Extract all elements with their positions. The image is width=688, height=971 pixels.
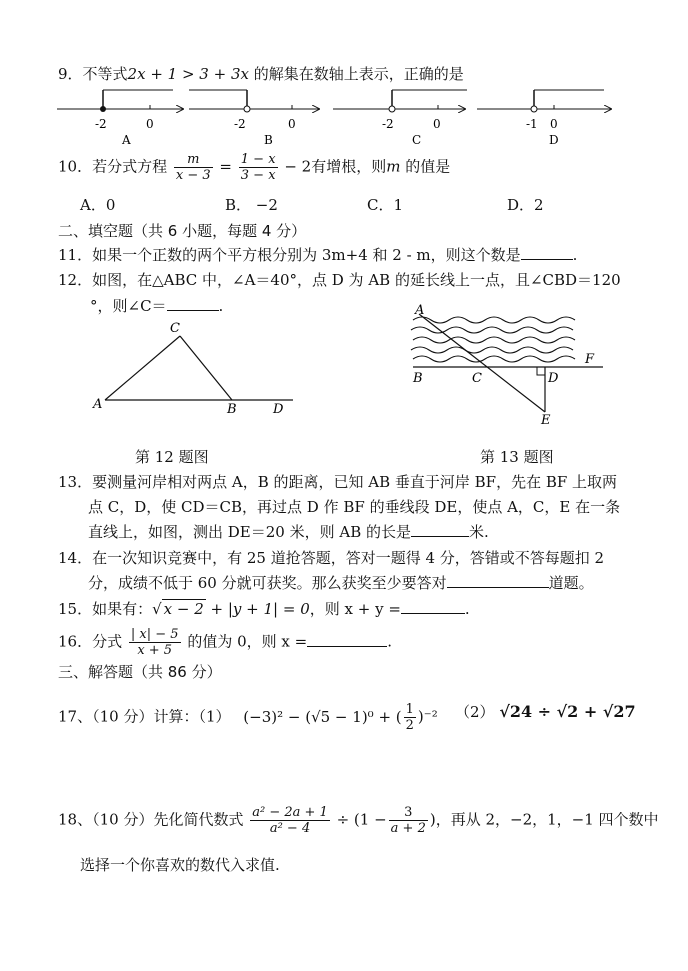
q9-stem <box>58 64 464 84</box>
q14-line1: 14．在一次知识竞赛中，有 25 道抢答题，答对一题得 4 分，答错或不答每题扣 2 <box>58 549 605 567</box>
q15-sqrt-inner: x − 2 <box>163 600 204 618</box>
q18-inner-num: 3 <box>389 805 428 821</box>
q14-line2-text: 分，成绩不低于 60 分就可获奖。那么获奖至少要答对 <box>88 574 447 592</box>
q16-mid: 的值为 0，则 x = <box>187 632 308 651</box>
q14-tail: 道题。 <box>548 574 594 592</box>
q13-tail: 米. <box>469 523 489 541</box>
q10-suffix: 有增根，则 <box>311 157 387 176</box>
q11-blank <box>521 245 573 260</box>
fig12-label-c: C <box>170 321 180 336</box>
q16-num: | x| − 5 <box>130 627 179 642</box>
q10-choice-c: C．1 <box>367 196 404 214</box>
q12-line2-text: °，则∠C＝ <box>90 297 167 315</box>
q9-d-tick1: -1 <box>526 117 538 131</box>
q18-mid: ÷ (1 − <box>336 810 387 829</box>
q9-number-lines <box>55 84 615 146</box>
q9-prefix: 9．不等式 <box>58 65 128 83</box>
q9-a-letter: A <box>122 133 131 146</box>
q17-frac-den: 2 <box>405 718 414 733</box>
q11 <box>58 245 577 265</box>
q17-expr2: √24 ÷ √2 + √27 <box>499 702 636 721</box>
q18-main-fraction <box>250 805 330 836</box>
q15-prefix: 15．如果有： <box>58 600 153 618</box>
q9-c-tick1: -2 <box>382 117 394 131</box>
q9-a-tick2: 0 <box>146 117 154 131</box>
q12-blank <box>167 296 219 311</box>
q15-tail: . <box>464 600 470 618</box>
q18-inner-den: a + 2 <box>390 821 426 836</box>
fig13-label-e: E <box>541 413 551 427</box>
q10-lhs-fraction <box>174 152 213 183</box>
figure-12 <box>88 318 308 418</box>
q18-line2: 选择一个你喜欢的数代入求值. <box>80 856 280 874</box>
q18-suffix: )，再从 2，−2，1，−1 四个数中 <box>429 810 659 829</box>
q17-label2: （2） <box>455 703 495 721</box>
fig13-label-c: C <box>472 371 482 386</box>
fig13-caption: 第 13 题图 <box>480 448 554 466</box>
q10-var: m <box>386 157 401 176</box>
q13-line3 <box>88 522 489 542</box>
q16-prefix: 16．分式 <box>58 632 123 651</box>
q17 <box>58 702 438 733</box>
q16-blank <box>307 632 387 647</box>
fig12-label-b: B <box>227 402 237 417</box>
q9-option-d <box>477 90 611 146</box>
q10-choice-b: B． −2 <box>225 196 278 214</box>
q17-frac-num: 1 <box>405 702 414 717</box>
q10-rhs-num: 1 − x <box>240 152 276 167</box>
q14-line2 <box>88 573 594 593</box>
q9-option-c <box>333 90 467 146</box>
q12-tail: . <box>218 297 224 315</box>
q9-b-tick1: -2 <box>234 117 246 131</box>
q11-tail: . <box>572 246 578 264</box>
q9-option-b <box>189 90 319 146</box>
q12-line1: 12．如图，在△ABC 中，∠A＝40°，点 D 为 AB 的延长线上一点，且∠CBD＝120 <box>58 271 621 289</box>
q18-den: a² − 4 <box>269 821 311 836</box>
q18-line1 <box>58 805 659 836</box>
q13-line3-text: 直线上，如图，测出 DE＝20 米，则 AB 的长是 <box>88 523 411 541</box>
q10-lhs-den: x − 3 <box>175 168 211 183</box>
q16-fraction <box>129 627 181 658</box>
fig13-label-f: F <box>585 352 595 367</box>
q10-choice-a: A．0 <box>80 196 116 214</box>
q10-rhs-fraction <box>239 152 278 183</box>
q15: 15．如果有：√ x − 2 + |y + 1| = 0，则 x + y = . <box>58 600 470 618</box>
fig12-label-a: A <box>93 397 103 412</box>
q15-mid: ，则 x + y = <box>309 600 401 618</box>
q14-blank <box>447 573 549 588</box>
q16 <box>58 627 392 658</box>
q18-prefix: 18、（10 分）先化简代数式 <box>58 810 244 829</box>
section-3-heading: 三、解答题（共 86 分） <box>58 663 222 681</box>
fig12-label-d: D <box>273 402 284 417</box>
q17-expr1a: (−3)² − (√5 − 1)⁰ + ( <box>243 707 402 726</box>
q9-b-tick2: 0 <box>288 117 296 131</box>
q9-option-a <box>57 90 183 146</box>
q9-c-tick2: 0 <box>433 117 441 131</box>
q9-c-letter: C <box>412 133 422 146</box>
q16-tail: . <box>387 632 392 651</box>
fig13-label-a: A <box>415 303 425 318</box>
figure-13 <box>405 302 605 427</box>
fig13-river-waves <box>411 317 575 362</box>
fig12-caption: 第 12 题图 <box>135 448 209 466</box>
q18-inner-fraction <box>389 805 428 836</box>
q17-half-fraction <box>404 702 416 733</box>
q9-suffix: 的解集在数轴上表示，正确的是 <box>248 65 464 83</box>
q10-lhs-num: m <box>174 152 213 168</box>
q10-suffix2: 的值是 <box>400 157 451 176</box>
q13-line2: 点 C，D，使 CD＝CB，再过点 D 作 BF 的垂线段 DE，使点 A，C，E 在一条 <box>88 498 621 516</box>
q11-text: 11．如果一个正数的两个平方根分别为 3m+4 和 2 - m，则这个数是 <box>58 246 521 264</box>
q16-den: x + 5 <box>137 643 173 658</box>
q9-b-letter: B <box>264 133 273 146</box>
q12-line2 <box>90 296 223 316</box>
fig13-label-d: D <box>548 371 559 386</box>
section-2-heading: 二、填空题（共 6 小题，每题 4 分） <box>58 222 307 240</box>
q9-d-letter: D <box>549 133 559 146</box>
q10-choice-d: D．2 <box>507 196 544 214</box>
q10-stem: 10．若分式方程 $\frac{m}{x - 3}$ = $\frac{1 - x}{3 - x}$ − 2有增根，则m 的值是 <box>58 152 451 183</box>
q15-abs-part: + |y + 1| = 0 <box>205 600 310 618</box>
q13-line1: 13．要测量河岸相对两点 A，B 的距离，已知 AB 垂直于河岸 BF，先在 BF 上取两 <box>58 473 618 491</box>
q17-part2 <box>455 702 636 722</box>
q10-rhs-tail: − 2 <box>284 157 312 176</box>
q15-blank <box>401 599 465 614</box>
q9-inequality: 2x + 1 > 3 + 3x <box>127 65 249 83</box>
q18-num: a² − 2a + 1 <box>252 805 328 820</box>
q10-prefix: 10．若分式方程 <box>58 157 168 176</box>
q9-d-tick2: 0 <box>550 117 558 131</box>
q17-label: 17、（10 分）计算：（1） <box>58 707 231 726</box>
q17-expr1b: )⁻² <box>417 707 438 726</box>
q9-a-tick1: -2 <box>95 117 107 131</box>
fig13-label-b: B <box>413 371 423 386</box>
q10-rhs-den: 3 − x <box>240 168 276 183</box>
q13-blank <box>411 522 469 537</box>
